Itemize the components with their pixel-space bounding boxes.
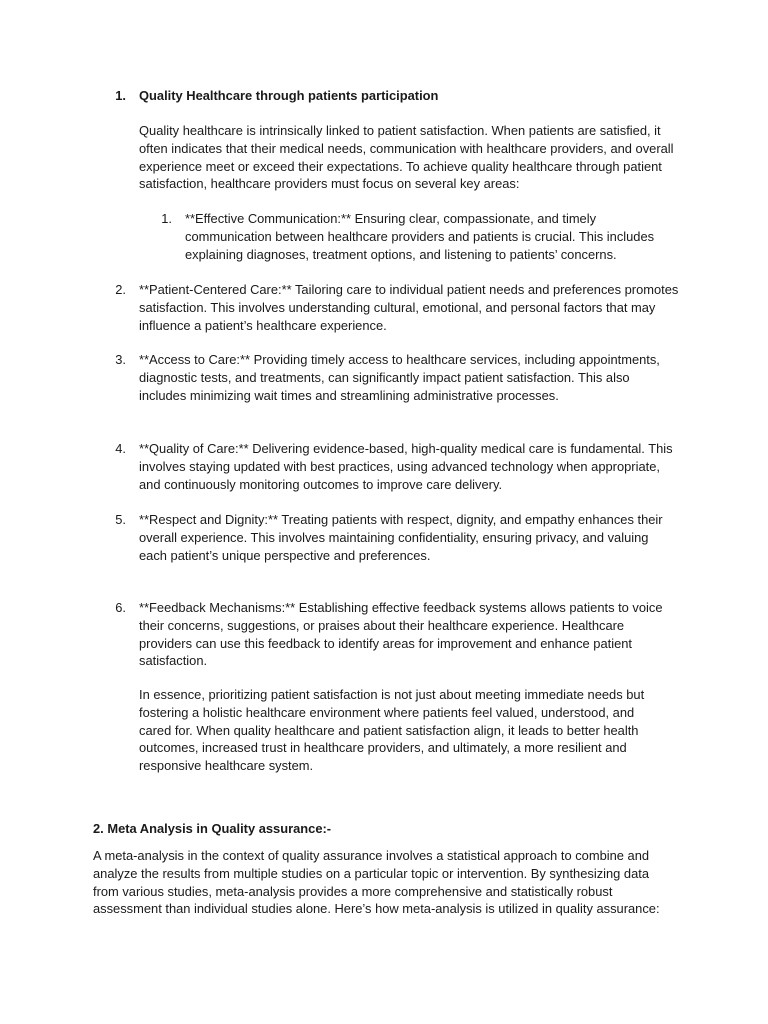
list-item-text: **Respect and Dignity:** Treating patients with respect, dignity, and empathy enhances their overall experience. This involves maintaining confidentiality, ensuring privacy, and valuing each patient’s unique perspective and preferences. (139, 512, 663, 563)
list-item-text: **Effective Communication:** Ensuring clear, compassionate, and timely communication between healthcare providers and patients is crucial. This includes explaining diagnoses, treatment options, and listening to patients’ concerns. (185, 211, 655, 262)
section-2-heading: 2. Meta Analysis in Quality assurance:- (93, 821, 332, 836)
list-item-number: 1. (161, 211, 172, 226)
list-item-text: **Feedback Mechanisms:** Establishing effective feedback systems allows patients to voice their concerns, suggestions, or praises about their healthcare experience. Healthcare providers can use this feedback to identify areas for improvement and enhance patient satisfaction. (139, 600, 663, 669)
list-item-number: 3. (115, 352, 126, 367)
list-item-text: **Access to Care:** Providing timely access to healthcare services, including appointments, diagnostic tests, and treatments, can significantly impact patient satisfaction. This also includes minimizing wait times and streamlining administrative processes. (139, 352, 660, 403)
section-1-number: 1. (115, 88, 126, 103)
section-1-heading: Quality Healthcare through patients participation (139, 88, 439, 103)
list-item-text: **Patient-Centered Care:** Tailoring care to individual patient needs and preferences promotes satisfaction. This involves understanding cultural, emotional, and personal factors that may influence a patient’s healthcare experience. (139, 282, 679, 333)
list-item-text: **Quality of Care:** Delivering evidence-based, high-quality medical care is fundamental. This involves staying updated with best practices, using advanced technology when appropriate, and continuously monitoring outcomes to improve care delivery. (139, 441, 673, 492)
list-item-number: 2. (115, 282, 126, 297)
list-item-number: 6. (115, 600, 126, 615)
section-1-conclusion: In essence, prioritizing patient satisfaction is not just about meeting immediate needs but fostering a holistic healthcare environment where patients feel valued, understood, and cared for. When quality healthcare and patient satisfaction align, it leads to better health outcomes, increased trust in healthcare providers, and ultimately, a more resilient and responsive healthcare system. (139, 687, 645, 774)
list-item-number: 4. (115, 441, 126, 456)
section-2-body: A meta-analysis in the context of quality assurance involves a statistical approach to combine and analyze the results from multiple studies on a particular topic or intervention. By synthesizing data from various studies, meta-analysis provides a more comprehensive and statistically robust assessment than individual studies alone. Here’s how meta-analysis is utilized in quality assurance: (93, 848, 660, 917)
list-item-number: 5. (115, 512, 126, 527)
section-1-intro: Quality healthcare is intrinsically linked to patient satisfaction. When patients are satisfied, it often indicates that their medical needs, communication with healthcare providers, and overall experience meet or exceed their expectations. To achieve quality healthcare through patient satisfaction, healthcare providers must focus on several key areas: (139, 123, 674, 192)
